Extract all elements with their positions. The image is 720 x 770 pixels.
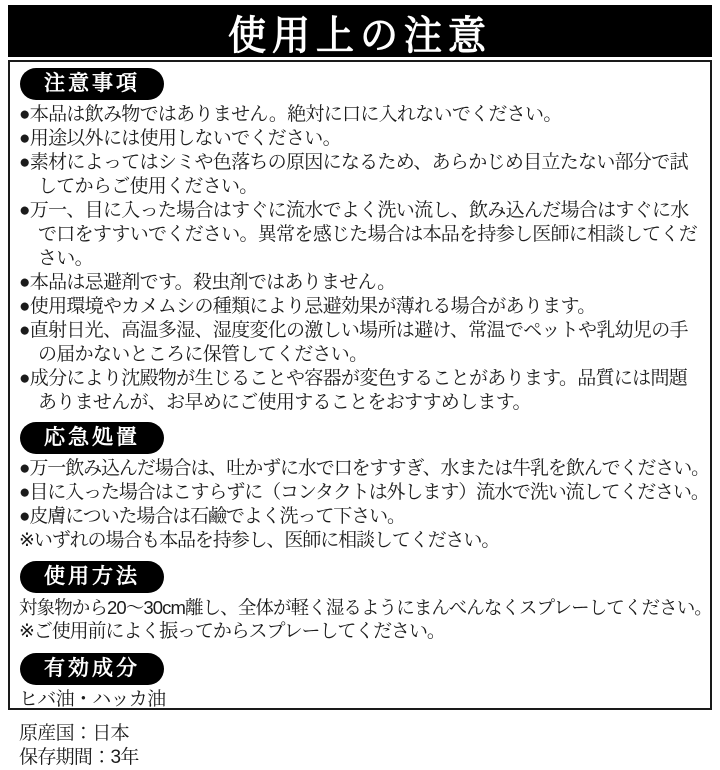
section-heading-active-ingredients: 有効成分 [20,653,164,685]
bullet-icon: ● [19,458,30,479]
first-aid-text-3: 皮膚についた場合は石鹼でよく洗って下さい。 [29,506,405,527]
bullet-icon: ● [19,368,30,389]
content-box [8,60,712,768]
bullet-icon: ● [19,152,30,173]
bullet-icon: ● [19,128,30,149]
bullet-icon: ● [19,506,30,527]
first-aid-item-1 [19,457,710,481]
section-precautions [19,65,701,415]
title-banner [8,5,712,57]
precaution-text-6: 使用環境やカメムシの種類により忌避効果が薄れる場合があります。 [29,296,596,317]
first-aid-item-2 [19,481,709,505]
precaution-item-6 [19,295,701,319]
precaution-text-1: 本品は飲み物ではありません。絶対に口に入れないでください。 [29,104,562,125]
precaution-item-1 [19,103,701,127]
section-heading-first-aid: 応急処置 [20,422,164,454]
precaution-item-7 [19,319,701,367]
precaution-text-7: 直射日光、高温多湿、湿度変化の激しい場所は避け、常温でペットや乳幼児の手の届かないところに保管してください。 [29,320,688,365]
section-first-aid [19,415,710,553]
first-aid-note: ※いずれの場合も本品を持参し、医師に相談してください。 [19,530,500,551]
bullet-icon: ● [19,320,30,341]
page-title: 使用上の注意 [227,13,492,58]
bullet-icon: ● [19,200,30,221]
usage-note: ※ご使用前によく振ってからスプレーしてください。 [19,621,445,642]
precaution-text-8: 成分により沈殿物が生じることや容器が変色することがあります。品質には問題ありませんが、お早めにご使用することをおすすめします。 [29,368,688,413]
first-aid-text-1: 万一飲み込んだ場合は、吐かずに水で口をすすぎ、水または牛乳を飲んでください。 [29,458,710,479]
bullet-icon: ● [19,296,30,317]
first-aid-text-2: 目に入った場合はこすらずに（コンタクトは外します）流水で洗い流してください。 [29,482,709,503]
active-ingredients-value: ヒバ油・ハッカ油 [19,689,166,710]
country-of-origin: 原産国：日本 [19,723,129,744]
precaution-text-4: 万一、目に入った場合はすぐに流水でよく洗い流し、飲み込んだ場合はすぐに水で口をすすいでください。異常を感じた場合は本品を持参し医師に相談してください。 [29,200,697,269]
precaution-item-5 [19,271,701,295]
shelf-life: 保存期間：3年 [19,747,139,768]
bullet-icon: ● [19,104,30,125]
precaution-item-3 [19,151,701,199]
section-heading-usage: 使用方法 [20,561,164,593]
precaution-item-2 [19,127,701,151]
first-aid-item-3 [19,505,701,529]
section-active-ingredients [19,644,701,770]
precaution-text-2: 用途以外には使用しないでください。 [29,128,341,149]
bullet-icon: ● [19,482,30,503]
precaution-text-3: 素材によってはシミや色落ちの原因になるため、あらかじめ目立たない部分で試してからご使用ください。 [29,152,688,197]
usage-instruction: 対象物から20～30cm離し、全体が軽く湿るようにまんべんなくスプレーしてください。 [19,597,712,618]
precaution-item-4 [19,199,701,271]
section-heading-precautions: 注意事項 [20,68,164,100]
bullet-icon: ● [19,272,30,293]
precaution-item-8 [19,367,701,415]
section-usage [19,553,712,644]
precaution-text-5: 本品は忌避剤です。殺虫剤ではありません。 [29,272,396,293]
